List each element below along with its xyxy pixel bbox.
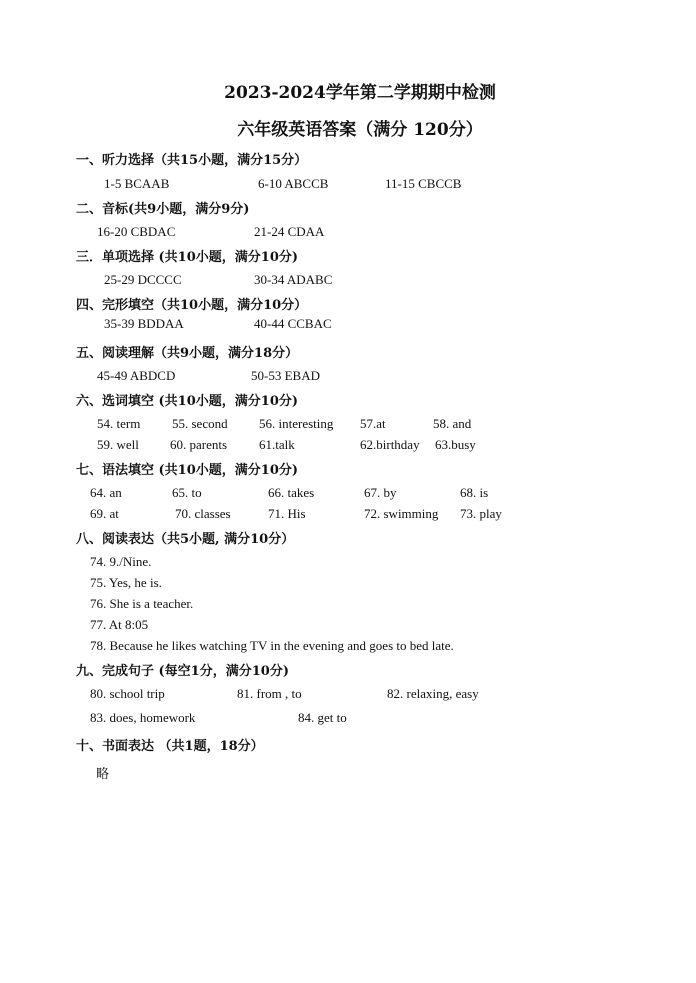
- section-heading: 五、阅读理解（共9小题，满分18分）: [76, 346, 299, 361]
- page-subtitle: 六年级英语答案（满分 120分）: [237, 120, 483, 140]
- answer-item: 64. an: [90, 485, 122, 500]
- answer-item: 58. and: [433, 416, 472, 431]
- section-heading: 六、选词填空 (共10小题，满分10分): [76, 394, 299, 409]
- answer-item: 76. She is a teacher.: [90, 596, 194, 611]
- answer-item: 45-49 ABDCD: [97, 368, 176, 383]
- answer-item: 25-29 DCCCC: [104, 272, 182, 287]
- answer-item: 56. interesting: [259, 416, 334, 431]
- answer-item: 60. parents: [170, 437, 228, 452]
- answer-item: 11-15 CBCCB: [385, 176, 462, 191]
- page-title: 2023-2024学年第二学期期中检测: [224, 83, 496, 103]
- answer-item: 77. At 8:05: [90, 617, 149, 632]
- section-heading: 二、音标(共9小题，满分9分): [76, 202, 250, 217]
- answer-item: 略: [96, 767, 110, 782]
- section-heading: 四、完形填空（共10小题，满分10分）: [76, 298, 308, 313]
- answer-item: 78. Because he likes watching TV in the evening and goes to bed late.: [90, 638, 454, 653]
- answer-item: 84. get to: [298, 710, 347, 725]
- answer-item: 74. 9./Nine.: [90, 554, 152, 569]
- answer-item: 16-20 CBDAC: [97, 224, 176, 239]
- answer-item: 71. His: [268, 506, 306, 521]
- section-heading: 九、完成句子 (每空1分，满分10分): [76, 664, 289, 679]
- answer-item: 68. is: [460, 485, 489, 500]
- answer-item: 80. school trip: [90, 686, 165, 701]
- answer-item: 21-24 CDAA: [254, 224, 325, 239]
- answer-item: 40-44 CCBAC: [254, 316, 332, 331]
- answer-item: 50-53 EBAD: [251, 368, 320, 383]
- answer-item: 82. relaxing, easy: [387, 686, 479, 701]
- answer-item: 1-5 BCAAB: [104, 176, 170, 191]
- answer-item: 72. swimming: [364, 506, 439, 521]
- answer-item: 83. does, homework: [90, 710, 196, 725]
- answer-item: 66. takes: [268, 485, 315, 500]
- answer-item: 30-34 ADABC: [254, 272, 333, 287]
- answer-item: 75. Yes, he is.: [90, 575, 162, 590]
- answer-item: 55. second: [172, 416, 228, 431]
- section-heading: 八、阅读表达（共5小题, 满分10分）: [76, 532, 295, 547]
- answer-item: 62.birthday: [360, 437, 420, 452]
- answer-item: 57.at: [360, 416, 386, 431]
- answer-item: 69. at: [90, 506, 119, 521]
- section-heading: 七、语法填空 (共10小题，满分10分): [76, 463, 299, 478]
- section-heading: 三．单项选择 (共10小题，满分10分): [76, 250, 299, 265]
- answer-item: 54. term: [97, 416, 141, 431]
- answer-item: 81. from , to: [237, 686, 302, 701]
- section-heading: 十、书面表达 （共1题，18分）: [76, 739, 264, 754]
- answer-item: 73. play: [460, 506, 502, 521]
- answer-item: 67. by: [364, 485, 397, 500]
- answer-item: 35-39 BDDAA: [104, 316, 184, 331]
- answer-item: 59. well: [97, 437, 139, 452]
- section-heading: 一、听力选择（共15小题，满分15分）: [76, 153, 308, 168]
- answer-item: 63.busy: [435, 437, 476, 452]
- answer-item: 70. classes: [175, 506, 231, 521]
- answer-item: 65. to: [172, 485, 202, 500]
- answer-item: 61.talk: [259, 437, 295, 452]
- answer-item: 6-10 ABCCB: [258, 176, 329, 191]
